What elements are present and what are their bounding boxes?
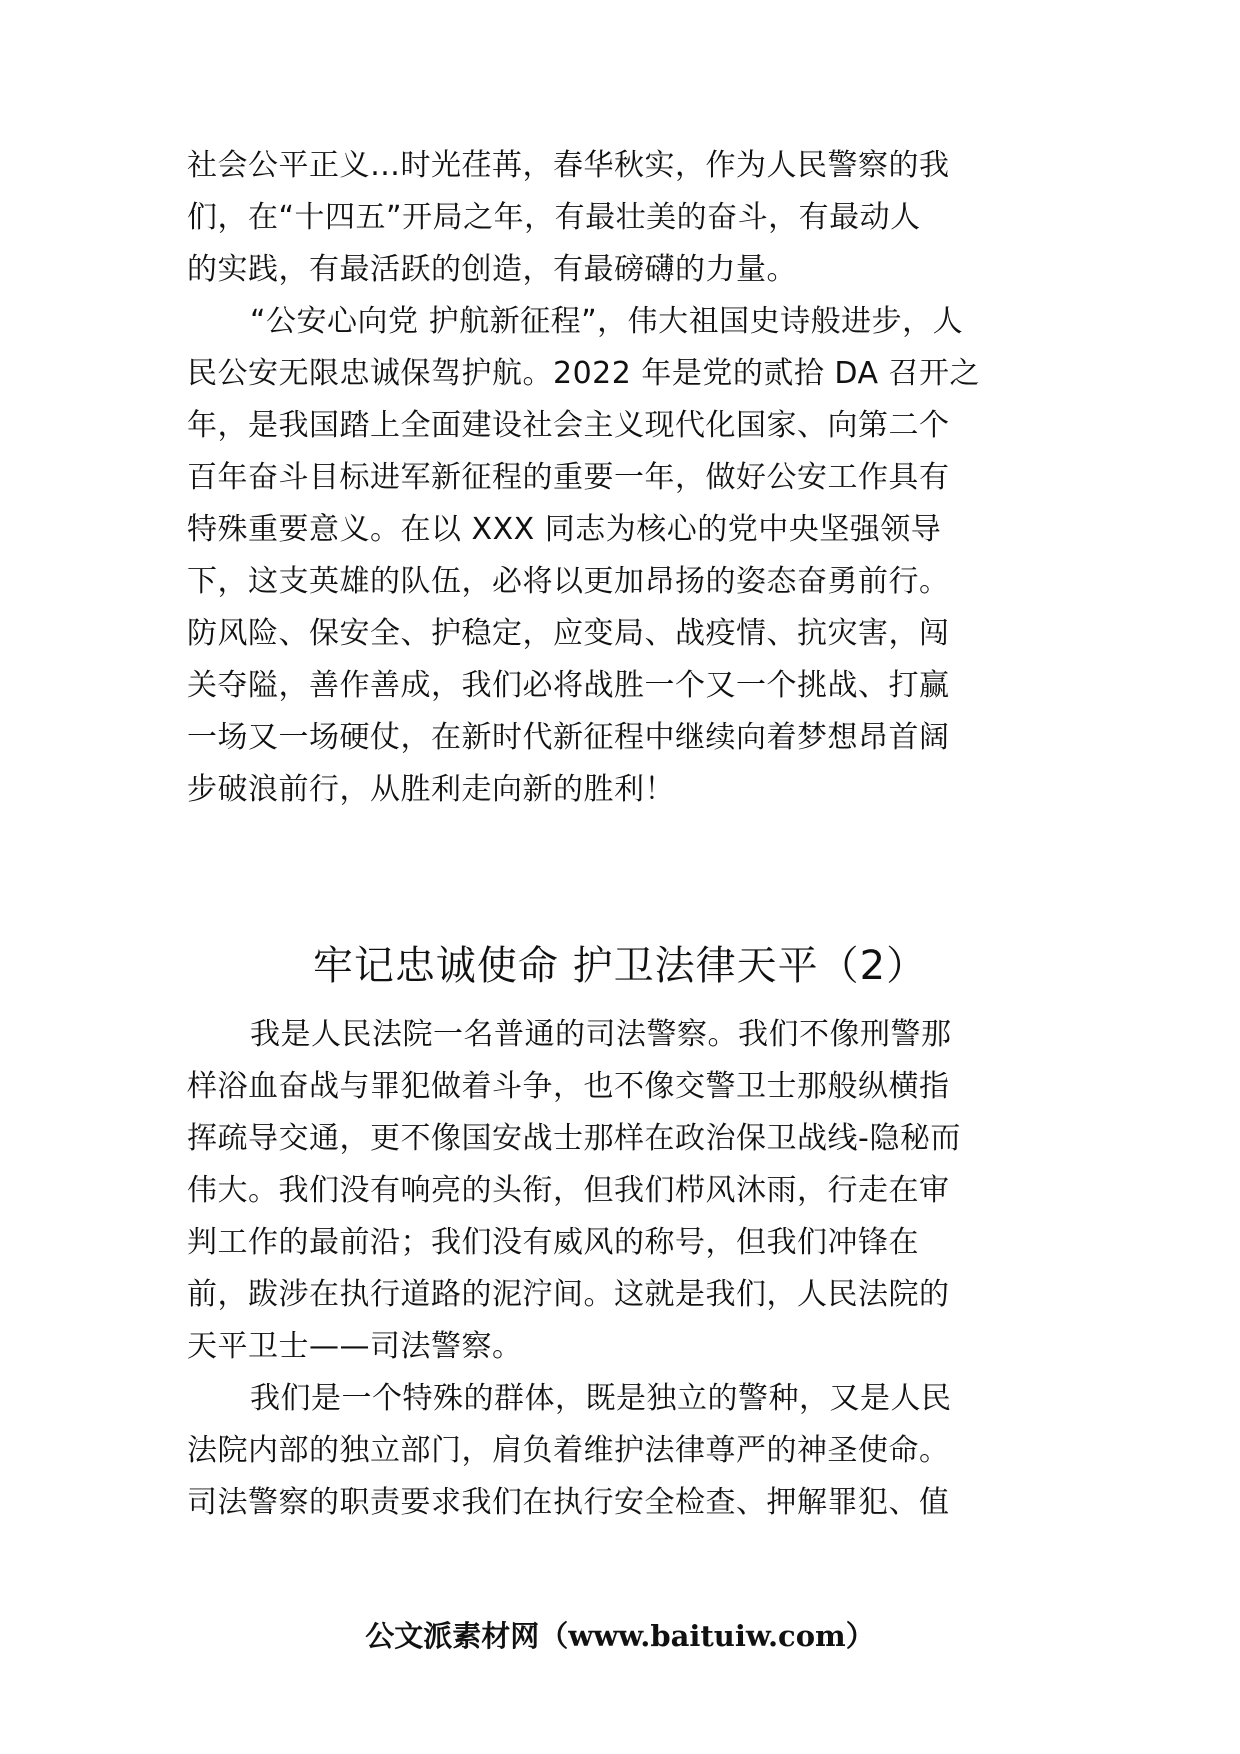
paragraph-line: 前，跋涉在执行道路的泥泞间。这就是我们，人民法院的 [187,1277,950,1312]
paragraph-first-line: “公安心向党 护航新征程”，伟大祖国史诗般进步，人 [250,304,964,339]
paragraph-line: 下，这支英雄的队伍，必将以更加昂扬的姿态奋勇前行。 [187,564,950,599]
paragraph-line: 步破浪前行，从胜利走向新的胜利！ [187,772,675,807]
paragraph-first-line: 我们是一个特殊的群体，既是独立的警种，又是人民 [250,1381,952,1416]
paragraph-line: 伟大。我们没有响亮的头衔，但我们栉风沐雨，行走在审 [187,1173,950,1208]
section-title: 牢记忠诚使命 护卫法律天平（2） [312,943,928,989]
paragraph-line: 特殊重要意义。在以 XXX 同志为核心的党中央坚强领导 [187,512,942,547]
paragraph-line: 的实践，有最活跃的创造，有最磅礴的力量。 [187,252,797,287]
paragraph-line: 社会公平正义…时光荏苒，春华秋实，作为人民警察的我 [187,148,950,183]
paragraph-line: 天平卫士——司法警察。 [187,1329,523,1364]
paragraph-line: 判工作的最前沿；我们没有威风的称号，但我们冲锋在 [187,1225,919,1260]
paragraph-line: 挥疏导交通，更不像国安战士那样在政治保卫战线-隐秘而 [187,1121,961,1156]
paragraph-first-line: 我是人民法院一名普通的司法警察。我们不像刑警那 [250,1017,952,1052]
paragraph-line: 百年奋斗目标进军新征程的重要一年，做好公安工作具有 [187,460,950,495]
paragraph-line: 法院内部的独立部门，肩负着维护法律尊严的神圣使命。 [187,1433,950,1468]
footer-source: 公文派素材网（www.baituiw.com） [365,1619,875,1653]
paragraph-line: 防风险、保安全、护稳定，应变局、战疫情、抗灾害，闯 [187,616,950,651]
paragraph-line: 样浴血奋战与罪犯做着斗争，也不像交警卫士那般纵横指 [187,1069,950,1104]
paragraph-line: 司法警察的职责要求我们在执行安全检查、押解罪犯、值 [187,1485,950,1520]
paragraph-line: 们，在“十四五”开局之年，有最壮美的奋斗，有最动人 [187,200,921,235]
paragraph-line: 一场又一场硬仗，在新时代新征程中继续向着梦想昂首阔 [187,720,950,755]
paragraph-line: 年，是我国踏上全面建设社会主义现代化国家、向第二个 [187,408,950,443]
paragraph-line: 民公安无限忠诚保驾护航。2022 年是党的贰拾 DA 召开之 [187,356,981,391]
paragraph-line: 关夺隘，善作善成，我们必将战胜一个又一个挑战、打赢 [187,668,950,703]
